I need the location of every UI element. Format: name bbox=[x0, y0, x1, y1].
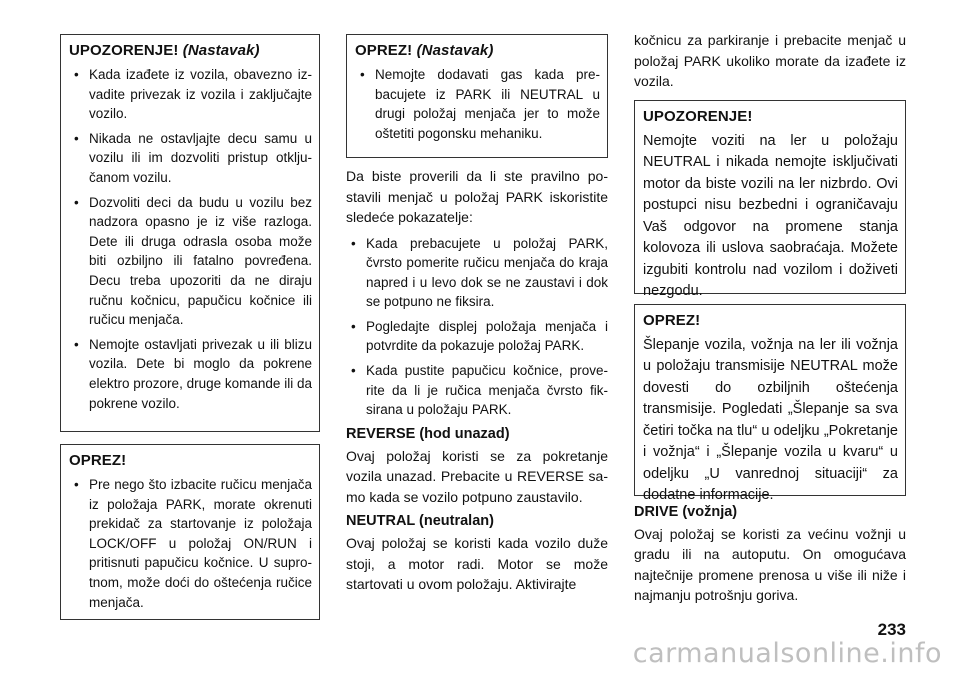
warning-box-title bbox=[69, 42, 312, 59]
caution-box bbox=[634, 304, 906, 503]
watermark: carmanualsonline.info bbox=[632, 638, 942, 669]
warning-box-title: UPOZORENJE! bbox=[643, 107, 753, 125]
list-item: • Nemojte ostavljati privezak u ili blizu vozila. Dete bi moglo da pokrene elektro prozore, druge komande ili da pokrene vozilo. bbox=[69, 335, 312, 413]
list-item: • Dozvoliti deci da budu u vozilu bez nadzora opasno je iz više razloga. Dete ili druga odrasla osoba može biti ozbiljno ili fatalno povređena. Decu treba upozoriti da ne diraju ručnu kočnicu, papučicu kočnice ili ručicu menjača. bbox=[69, 193, 312, 330]
warning-text: Nemojte voziti na ler u položaju NEUTRAL i nikada nemojte isključivati motor da biste vozili na ler nizbrdo. Ovi postupci nisu bezbedni i ograničavaju Vaš odgovor na promene stanja kolovoza ili uslova saobraćaja. Možete izgubiti kontrolu nad vozilom i doživeti nezgodu. bbox=[643, 132, 898, 299]
caution-box bbox=[60, 444, 320, 620]
drive-heading: DRIVE (vožnja) bbox=[634, 503, 738, 520]
neutral-continued-paragraph: kočnicu za parkiranje i prebacite menjač u položaj PARK ukoliko morate da izađete iz vozila. bbox=[634, 32, 906, 89]
park-indicator-list bbox=[346, 234, 608, 420]
caution-list bbox=[69, 475, 312, 612]
list-item: • Kada izađete iz vozila, obavezno izvadite privezak iz vozila i zaključajte vozilo. bbox=[69, 65, 312, 124]
reverse-heading: REVERSE (hod unazad) bbox=[346, 425, 510, 442]
warning-list bbox=[69, 65, 312, 413]
warning-box bbox=[634, 100, 906, 299]
warning-title-text: UPOZORENJE! bbox=[69, 42, 179, 59]
park-intro-paragraph: Da biste proverili da li ste pravilno postavili menjač u položaj PARK iskoristite sledeće pokazatelje: bbox=[346, 168, 608, 225]
warning-title-suffix: (Nastavak) bbox=[182, 42, 260, 59]
reverse-paragraph: Ovaj položaj koristi se za pokretanje vozila unazad. Prebacite u REVERSE samo kada se vozilo potpuno zaustavilo. bbox=[346, 447, 608, 505]
list-item: • Pre nego što izbacite ručicu menjača iz položaja PARK, morate okrenuti prekidač za startovanje iz položaja LOCK/OFF u položaj ON/RUN i pritisnuti papučicu kočnice. U suprotnom, može doći do oštećenja ručice menjača. bbox=[69, 475, 312, 612]
caution-box-title: OPREZ! bbox=[69, 452, 127, 469]
column-middle bbox=[346, 34, 608, 595]
caution-title-suffix: (Nastavak) bbox=[416, 42, 494, 59]
caution-title-text: OPREZ! bbox=[355, 42, 413, 59]
neutral-heading: NEUTRAL (neutralan) bbox=[346, 513, 494, 530]
list-item: • Kada prebacujete u položaj PARK, čvrsto pomerite ručicu menjača do kraja napred i u levo dok se ne zaustavi i dok se potpuno ne fiksira. bbox=[346, 234, 608, 312]
caution-text: Šlepanje vozila, vožnja na ler ili vožnja u položaju transmisije NEUTRAL može dovesti do ozbiljnih oštećenja transmisije. Pogledati „Šlepanje sa sva četiri točka na tlu“ u odeljku „Pokretanje i vožnja“ i „Šlepanje vozila u kvaru“ u odeljku „U vanrednoj situaciji“ za dodatne informacije. bbox=[643, 336, 898, 503]
warning-box-continued bbox=[60, 34, 320, 432]
list-item: • Kada pustite papučicu kočnice, proverite da li je ručica menjača čvrsto fiksirana u položaju PARK. bbox=[346, 361, 608, 420]
column-right bbox=[634, 34, 906, 606]
page-number: 233 bbox=[877, 620, 906, 639]
list-item: • Nikada ne ostavljajte decu samu u vozilu ili im dozvoliti pristup otključanom vozilu. bbox=[69, 129, 312, 188]
drive-paragraph: Ovaj položaj se koristi za većinu vožnji u gradu ili na autoputu. On omogućava najtečnije promene prenosa u više ili niže i najmanju potrošnju goriva. bbox=[634, 525, 906, 603]
list-item: • Pogledajte displej položaja menjača i potvrdite da pokazuje položaj PARK. bbox=[346, 317, 608, 356]
caution-box-continued bbox=[346, 34, 608, 158]
caution-box-title bbox=[355, 42, 600, 59]
caution-list bbox=[355, 65, 600, 143]
column-left bbox=[60, 34, 320, 620]
list-item: • Nemojte dodavati gas kada prebacujete iz PARK ili NEUTRAL u drugi položaj menjača jer to može oštetiti pogonsku mehaniku. bbox=[355, 65, 600, 143]
caution-box-title: OPREZ! bbox=[643, 311, 701, 329]
neutral-paragraph: Ovaj položaj se koristi kada vozilo duže stoji, a motor radi. Motor se može startovati u ovom položaju. Aktivirajte bbox=[346, 535, 608, 593]
